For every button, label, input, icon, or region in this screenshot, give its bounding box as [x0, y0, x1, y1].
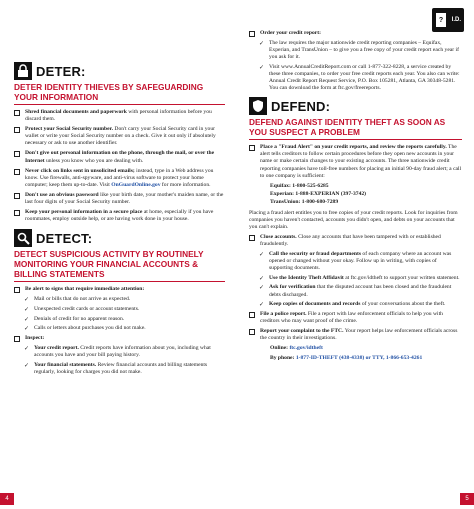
checkbox[interactable]	[14, 193, 20, 199]
checkmark-icon: ✓	[24, 296, 30, 304]
checkmark-icon: ✓	[259, 40, 265, 48]
right-page	[237, 0, 474, 509]
inspect-financial-statements: ✓ Your financial statements. Review financial accounts and billing statements regularly, looking for charges you did not make.	[24, 361, 208, 375]
close-sub: ✓ Use the Identity Theft Affidavit at ftc.gov/idtheft to support your written statement.	[259, 274, 460, 282]
deter-item-links: Never click on links sent in unsolicited emails; instead, type in a Web address you know. Use firewalls, anti-spyware, and anti-virus software to protect your home computer; keep them up-to-date. Visit OnGuardOnline.gov for more information.	[14, 168, 225, 189]
order-point: ✓ The law requires the major nationwide credit reporting companies – Equifax, Experian, and TransUnion – to give you a free copy of your credit report each year if you ask for it.	[259, 40, 459, 61]
checkmark-icon: ✓	[259, 251, 265, 259]
checkbox[interactable]	[14, 127, 20, 133]
order-credit-report: Order your credit report:	[249, 30, 462, 37]
fraud-alert: Place a "Fraud Alert" on your credit reports, and review the reports carefully. The alert tells creditors to follow certain procedures before they open new accounts in your name or make certain changes to your existing accounts. The three nationwide credit reporting companies have toll-free numbers for placing an initial 90-day fraud alert; a call to one company is sufficient:	[249, 144, 462, 179]
after-fraud-text: Placing a fraud alert entitles you to free copies of your credit reports. Look for inquiries from companies you haven't contacted, accounts you didn't open, and debts on your accounts that you can't explain.	[249, 209, 458, 230]
checkmark-icon: ✓	[24, 315, 30, 323]
ftc-phone: By phone: 1-877-ID-THEFT (438-4338) or TTY, 1-866-653-4261	[270, 354, 423, 361]
checkmark-icon: ✓	[24, 361, 30, 369]
question-icon: ?	[435, 12, 447, 28]
id-badge: ? I.D.	[432, 8, 464, 32]
alert-sign: ✓ Denials of credit for no apparent reason.	[24, 315, 125, 323]
alert-sign: ✓ Calls or letters about purchases you did not make.	[24, 325, 146, 333]
detect-alert: Be alert to signs that require immediate attention:	[14, 286, 225, 293]
close-accounts: Close accounts. Close any accounts that have been tampered with or established fraudulently.	[249, 234, 462, 248]
ftc-report: Report your complaint to the FTC. Your report helps law enforcement officials across the country in their investigations.	[249, 328, 462, 342]
ftc-phone-number[interactable]: 1-877-ID-THEFT (438-4338) or TTY, 1-866-653-4261	[295, 354, 423, 361]
checkbox[interactable]	[249, 312, 255, 318]
checkmark-icon: ✓	[259, 284, 265, 292]
deter-item-ssn: Protect your Social Security number. Don't carry your Social Security card in your wallet or write your Social Security number on a check. Give it out only if absolutely necessary or ask to use another identifier.	[14, 126, 225, 147]
contact-experian: Experian: 1-888-EXPERIAN (397-3742)	[270, 191, 367, 198]
detect-subtitle: DETECT SUSPICIOUS ACTIVITY BY ROUTINELY MONITORING YOUR FINANCIAL ACCOUNTS & BILLING STATEMENTS	[14, 249, 225, 282]
deter-item-password: Don't use an obvious password like your birth date, your mother's maiden name, or the last four digits of your Social Security number.	[14, 192, 225, 206]
lock-icon	[14, 62, 32, 80]
deter-title: DETER:	[36, 63, 86, 79]
checkbox[interactable]	[14, 110, 20, 116]
alert-sign: ✓ Unexpected credit cards or account statements.	[24, 306, 140, 313]
inspect-credit-report: ✓ Your credit report. Credit reports have information about you, including what accounts you have and your bill paying history.	[24, 344, 211, 358]
checkbox[interactable]	[14, 169, 20, 175]
checkbox[interactable]	[249, 329, 255, 335]
checkmark-icon: ✓	[259, 301, 265, 309]
deter-item-shred: Shred financial documents and paperwork with personal information before you discard them.	[14, 109, 225, 123]
ftc-online: Online: ftc.gov/idtheft	[270, 345, 323, 352]
defend-heading	[249, 97, 462, 115]
checkbox[interactable]	[14, 336, 20, 342]
checkmark-icon: ✓	[24, 344, 30, 352]
alert-sign: ✓ Mail or bills that do not arrive as expected.	[24, 296, 131, 304]
ftc-idtheft-link[interactable]: ftc.gov/idtheft	[289, 345, 323, 352]
close-sub: ✓ Ask for verification that the disputed account has been closed and the fraudulent debts discharged.	[259, 284, 452, 298]
deter-subtitle: DETER IDENTITY THIEVES BY SAFEGUARDING YOUR INFORMATION	[14, 82, 225, 105]
checkbox[interactable]	[14, 287, 20, 293]
shield-icon	[249, 97, 267, 115]
detect-heading	[14, 229, 225, 247]
detect-title: DETECT:	[36, 230, 93, 246]
contact-transunion: TransUnion: 1-800-680-7289	[270, 199, 339, 206]
checkmark-icon: ✓	[259, 63, 265, 71]
checkmark-icon: ✓	[259, 274, 265, 282]
defend-title: DEFEND:	[271, 98, 331, 114]
close-sub: ✓ Keep copies of documents and records of your conversations about the theft.	[259, 301, 446, 309]
police-report: File a police report. File a report with law enforcement officials to help you with creditors who may want proof of the crime.	[249, 311, 462, 325]
page-number: 4	[0, 493, 14, 505]
order-point: ✓ Visit www.AnnualCreditReport.com or call 1-877-322-8228, a service created by these three companies, to order your free credit reports each year. You also can write: Annual Credit Report Request Service, P.O. Box 105281, Atlanta, GA 30348-5281. You can download the form at ftc.gov/freereports.	[259, 63, 460, 92]
detect-inspect: Inspect:	[14, 335, 225, 342]
checkbox[interactable]	[14, 210, 20, 216]
checkbox[interactable]	[249, 31, 255, 37]
defend-subtitle: DEFEND AGAINST IDENTITY THEFT AS SOON AS YOU SUSPECT A PROBLEM	[249, 117, 462, 140]
checkbox[interactable]	[14, 151, 20, 157]
onguard-link[interactable]: OnGuardOnline.gov	[111, 181, 161, 188]
contact-equifax: Equifax: 1-800-525-6285	[270, 182, 329, 189]
deter-item-personal-info: Don't give out personal information on the phone, through the mail, or over the Internet unless you know who you are dealing with.	[14, 150, 225, 164]
deter-heading	[14, 62, 225, 80]
close-sub: ✓ Call the security or fraud departments of each company where an account was opened or changed without your okay. Follow up in writing, with copies of supporting documents.	[259, 251, 452, 272]
checkbox[interactable]	[249, 145, 255, 151]
magnifier-icon	[14, 229, 32, 247]
deter-item-secure: Keep your personal information in a secure place at home, especially if you have roommates, employ outside help, or are having work done in your house.	[14, 209, 225, 223]
checkmark-icon: ✓	[24, 306, 30, 313]
checkmark-icon: ✓	[24, 325, 30, 333]
checkbox[interactable]	[249, 235, 255, 241]
page-number: 5	[460, 493, 474, 505]
